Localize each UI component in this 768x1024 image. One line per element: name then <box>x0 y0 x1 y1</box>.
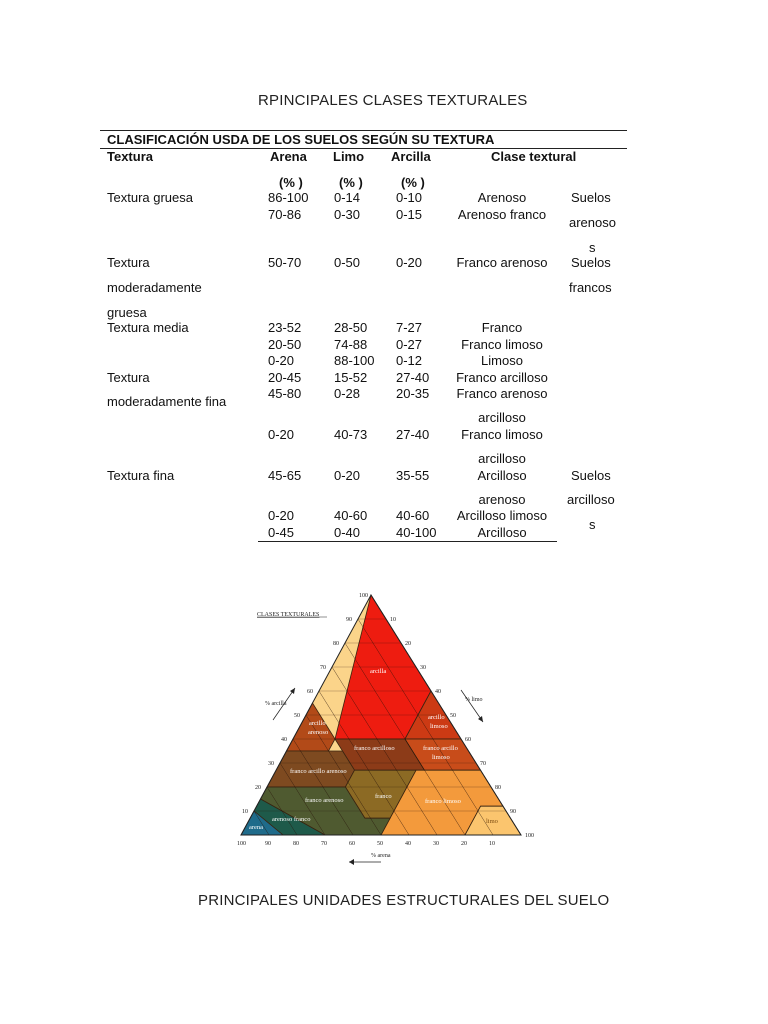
left-tick-label: 70 <box>320 665 326 671</box>
col-header-arena: Arena <box>270 149 307 164</box>
cell-arena: 0-20 <box>268 353 295 368</box>
group-mod-gruesa-3: gruesa <box>107 305 147 320</box>
cell-clase-textural: arenoso <box>478 492 526 507</box>
right-tick-label: 30 <box>420 665 426 671</box>
cell-arcilla: 0-10 <box>396 190 423 205</box>
cell-limo: 0-30 <box>334 207 361 222</box>
cell-arcilla: 0-12 <box>396 353 423 368</box>
right-tick-label: 90 <box>510 809 516 815</box>
cell-arena: 45-65 <box>268 468 302 483</box>
left-tick-label: 80 <box>333 641 339 647</box>
cell-arcilla: 27-40 <box>396 427 430 442</box>
bottom-tick-label: 60 <box>349 841 355 847</box>
zone-label-franco-arenoso: franco arenoso <box>305 797 344 804</box>
right-tick-label: 40 <box>435 689 441 695</box>
cell-limo: 88-100 <box>334 353 375 368</box>
cell-arcilla: 0-27 <box>396 337 423 352</box>
unit-arena: (% ) <box>279 175 303 190</box>
cell-clase-textural: Arcilloso limoso <box>456 508 548 523</box>
cell-arena: 0-20 <box>268 508 295 523</box>
right-tick-label: 100 <box>525 833 534 839</box>
left-tick-label: 20 <box>255 785 261 791</box>
axis-label-arcilla: % arcilla <box>265 701 287 707</box>
left-tick-label: 10 <box>242 809 248 815</box>
zone-label-franco-arcillo-arenoso: franco arcillo arenoso <box>290 768 347 775</box>
soil-group-arcillosos-2: arcilloso <box>567 492 615 507</box>
cell-arcilla: 20-35 <box>396 386 430 401</box>
soil-group-francos-1: Suelos <box>571 255 611 270</box>
bottom-tick-label: 20 <box>461 841 467 847</box>
cell-clase-textural: arcilloso <box>478 410 526 425</box>
soil-group-arenosos-1: Suelos <box>571 190 611 205</box>
cell-arena: 0-45 <box>268 525 295 540</box>
axis-label-limo: % limo <box>465 697 483 703</box>
soil-group-arcillosos-3: s <box>589 517 596 532</box>
zone-label-arcillo-arenoso-2: arenoso <box>308 729 329 736</box>
figure-caption: CLASES TEXTURALES <box>257 612 320 618</box>
cell-clase-textural: Arcilloso <box>477 525 527 540</box>
right-tick-label: 20 <box>405 641 411 647</box>
left-tick-label: 30 <box>268 761 274 767</box>
cell-clase-textural: Franco arenoso <box>456 255 548 270</box>
zone-label-franco: franco <box>375 793 392 800</box>
cell-arena: 0-20 <box>268 427 295 442</box>
zone-label-franco-arcilloso: franco arcilloso <box>354 745 395 752</box>
cell-clase-textural: Arcilloso <box>477 468 527 483</box>
cell-arena: 86-100 <box>268 190 309 205</box>
cell-arcilla: 35-55 <box>396 468 430 483</box>
cell-limo: 0-40 <box>334 525 361 540</box>
bottom-tick-label: 50 <box>377 841 383 847</box>
cell-clase-textural: Arenoso <box>477 190 527 205</box>
soil-group-arenosos-3: s <box>589 240 596 255</box>
left-tick-label: 50 <box>294 713 300 719</box>
table-caption: CLASIFICACIÓN USDA DE LOS SUELOS SEGÚN SU TEXTURA <box>107 132 495 147</box>
bottom-tick-label: 70 <box>321 841 327 847</box>
cell-limo: 40-60 <box>334 508 368 523</box>
cell-limo: 28-50 <box>334 320 368 335</box>
left-tick-label: 60 <box>307 689 313 695</box>
cell-limo: 40-73 <box>334 427 368 442</box>
cell-arcilla: 0-20 <box>396 255 423 270</box>
cell-limo: 0-50 <box>334 255 361 270</box>
col-header-arcilla: Arcilla <box>391 149 431 164</box>
right-tick-label: 80 <box>495 785 501 791</box>
cell-arena: 20-50 <box>268 337 302 352</box>
cell-limo: 0-28 <box>334 386 361 401</box>
zone-label-arcillo-arenoso-1: arcillo <box>309 720 326 727</box>
table-bottom-rule <box>258 541 557 542</box>
cell-limo: 0-20 <box>334 468 361 483</box>
right-tick-label: 70 <box>480 761 486 767</box>
cell-arcilla: 0-15 <box>396 207 423 222</box>
zone-label-arcillo-limoso-1: arcillo <box>428 714 445 721</box>
page-title: RPINCIPALES CLASES TEXTURALES <box>258 92 528 109</box>
unit-arcilla: (% ) <box>401 175 425 190</box>
cell-arcilla: 7-27 <box>396 320 423 335</box>
left-tick-label: 100 <box>359 593 368 599</box>
right-tick-label: 60 <box>465 737 471 743</box>
group-mod-gruesa-2: moderadamente <box>107 280 202 295</box>
soil-group-arcillosos-1: Suelos <box>571 468 611 483</box>
cell-clase-textural: Franco limoso <box>461 337 543 352</box>
cell-arena: 23-52 <box>268 320 302 335</box>
group-mod-gruesa-1: Textura <box>107 255 150 270</box>
cell-arena: 70-86 <box>268 207 302 222</box>
left-tick-label: 90 <box>346 617 352 623</box>
cell-clase-textural: Franco arenoso <box>456 386 548 401</box>
axis-label-arena: % arena <box>371 853 391 859</box>
cell-arcilla: 27-40 <box>396 370 430 385</box>
bottom-tick-label: 10 <box>489 841 495 847</box>
group-textura-gruesa: Textura gruesa <box>107 190 193 205</box>
group-mod-fina-1: Textura <box>107 370 150 385</box>
bottom-tick-label: 40 <box>405 841 411 847</box>
cell-limo: 15-52 <box>334 370 368 385</box>
bottom-tick-label: 90 <box>265 841 271 847</box>
bottom-tick-label: 80 <box>293 841 299 847</box>
group-textura-media: Textura media <box>107 320 189 335</box>
cell-arena: 20-45 <box>268 370 302 385</box>
cell-arena: 50-70 <box>268 255 302 270</box>
right-tick-label: 10 <box>390 617 396 623</box>
cell-limo: 74-88 <box>334 337 368 352</box>
left-tick-label: 40 <box>281 737 287 743</box>
group-mod-fina-2: moderadamente fina <box>107 394 227 409</box>
col-header-clase: Clase textural <box>491 149 577 164</box>
cell-arcilla: 40-60 <box>396 508 430 523</box>
cell-clase-textural: Limoso <box>481 353 523 368</box>
table-top-rule <box>100 130 627 131</box>
cell-clase-textural: Arenoso franco <box>457 207 547 222</box>
section-heading: PRINCIPALES UNIDADES ESTRUCTURALES DEL SUELO <box>198 892 610 909</box>
right-tick-label: 50 <box>450 713 456 719</box>
zone-label-arena: arena <box>249 824 264 831</box>
col-header-textura: Textura <box>107 149 153 164</box>
zone-label-limo: limo <box>486 818 498 825</box>
cell-clase-textural: Franco limoso <box>461 427 543 442</box>
cell-arena: 45-80 <box>268 386 302 401</box>
cell-arcilla: 40-100 <box>396 525 437 540</box>
zone-label-franco-limoso: franco limoso <box>425 798 461 805</box>
bottom-tick-label: 30 <box>433 841 439 847</box>
cell-clase-textural: Franco <box>481 320 523 335</box>
cell-limo: 0-14 <box>334 190 361 205</box>
zone-label-arenoso-franco: arenoso franco <box>272 816 311 823</box>
zone-label-franco-arcillo-limoso-1: franco arcillo <box>423 745 458 752</box>
soil-group-arenosos-2: arenoso <box>569 215 616 230</box>
arrow-limo-icon <box>461 690 483 722</box>
texture-triangle-figure <box>235 585 535 870</box>
col-header-limo: Limo <box>333 149 365 164</box>
zone-label-arcilla: arcilla <box>370 668 387 675</box>
bottom-tick-label: 100 <box>237 841 246 847</box>
zone-label-arcillo-limoso-2: limoso <box>430 723 448 730</box>
cell-clase-textural: Franco arcilloso <box>456 370 548 385</box>
soil-group-francos-2: francos <box>569 280 612 295</box>
unit-limo: (% ) <box>339 175 363 190</box>
group-textura-fina: Textura fina <box>107 468 175 483</box>
cell-clase-textural: arcilloso <box>478 451 526 466</box>
zone-label-franco-arcillo-limoso-2: limoso <box>432 754 450 761</box>
